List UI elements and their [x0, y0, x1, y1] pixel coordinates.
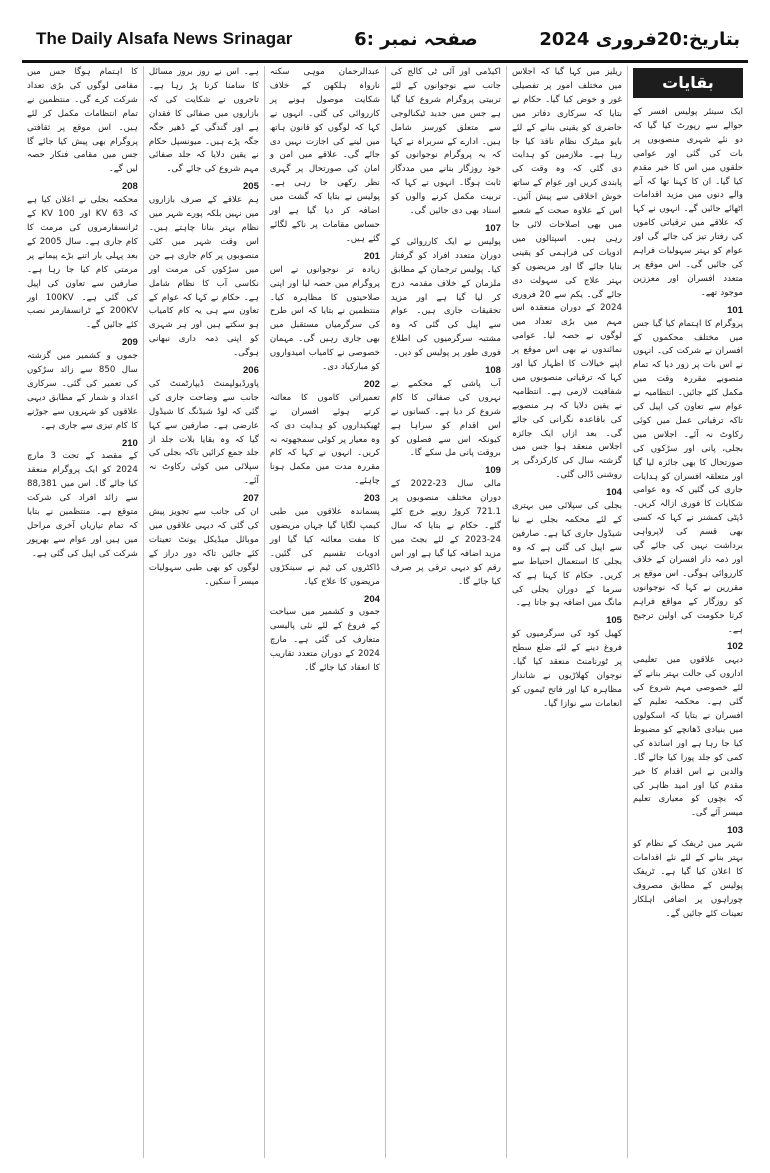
article-text: پاورڈیولپمنٹ ڈیپارٹمنٹ کی جانب سے وضاحت جاری کی گئی کہ لوڈ شیڈنگ کا شیڈول عارضی ہے۔ صارفین سے کہا گیا کہ وہ بقایا بلات جلد از جلد جمع کرائیں تاکہ بجلی کی سپلائی میں کوئی رکاوٹ نہ آئے۔ — [148, 378, 259, 487]
article-number: 102 — [727, 641, 743, 653]
article-number: 203 — [364, 493, 380, 505]
article-text: پولیس نے ایک کارروائی کے دوران متعدد افراد کو گرفتار کیا۔ پولیس ترجمان کے مطابق ملزمان کے خلاف مقدمہ درج کر لیا گیا ہے اور مزید تحقیقات جاری ہیں۔ عوام سے اپیل کی گئی کہ وہ مشتبہ سرگرمیوں کی اطلاع فوری طور پر پولیس کو دیں۔ — [390, 236, 501, 359]
paper-name: The Daily Alsafa News Srinagar — [36, 29, 293, 48]
article-text: مالی سال 23-2022 کے دوران مختلف منصوبوں پر 721.1 کروڑ روپے خرچ کئے گئے۔ حکام نے بتایا کہ سال 24-2023 کے لئے بجٹ میں مزید اضافہ کیا گیا ہے اور اس رقم کو دیہی ترقی پر صرف کیا جائے گا۔ — [390, 479, 501, 587]
article-number: 204 — [364, 593, 380, 605]
article-text: کا اہتمام ہوگا جس میں مقامی لوگوں کی بڑی تعداد شرکت کرے گی۔ منتظمین نے تمام انتظامات مکمل کر لئے ہیں۔ اس موقع پر ثقافتی پروگرام بھی پیش کیا جائے گا جس میں مقامی فنکار حصہ لیں گے۔ — [27, 67, 138, 175]
column-body — [270, 66, 380, 676]
article-text: کھیل کود کی سرگرمیوں کو فروغ دینے کے لئے ضلع سطح پر ٹورنامنٹ منعقد کیا گیا۔ نوجوان کھلاڑیوں نے شاندار مظاہرہ کیا اور فاتح ٹیموں کو انعامات سے نوازا گیا۔ — [511, 629, 622, 709]
article-text: ان کی جانب سے تجویز پیش کی گئی کہ دیہی علاقوں میں موبائل میڈیکل یونٹ تعینات کئے جائیں تاکہ دور دراز کے لوگوں کو بھی طبی سہولیات میسر آ سکیں۔ — [148, 507, 259, 587]
column-body — [27, 66, 138, 562]
article-text: بجلی کی سپلائی میں بہتری کے لئے محکمہ بجلی نے نیا شیڈول جاری کیا ہے۔ صارفین سے اپیل کی گئی ہے کہ وہ بجلی کا استعمال احتیاط سے کریں۔ حکام کا کہنا ہے کہ سرما کے دوران بجلی کی مانگ میں اضافہ ہو جاتا ہے۔ — [511, 501, 622, 609]
article-columns — [22, 66, 748, 1158]
article-text: جموں و کشمیر میں گزشتہ سال 850 سے زائد سڑکوں کی تعمیر کی گئی۔ سرکاری اعداد و شمار کے مطابق دیہی علاقوں کو شہروں سے جوڑنے کا کام تیزی سے جاری ہے۔ — [27, 351, 138, 431]
column-body — [512, 66, 622, 712]
article-text: پروگرام کا اہتمام کیا گیا جس میں مختلف محکموں کے افسران نے شرکت کی۔ انہوں نے اس بات پر زور دیا کہ تمام منصوبے مقررہ وقت میں مکمل کئے جائیں۔ انتظامیہ نے عوام سے تعاون کی اپیل کی تاکہ ترقیاتی عمل میں کوئی رکاوٹ نہ آئے۔ اجلاس میں بجلی، پانی اور سڑکوں کی صورتحال کا بھی جائزہ لیا گیا اور متعلقہ افسران کو ہدایات جاری کی گئیں کہ وہ عوامی شکایات کا فوری ازالہ کریں۔ ڈپٹی کمشنر نے کہا کہ کسی بھی قسم کی لاپرواہی برداشت نہیں کی جائے گی اور ذمہ دار افسران کے خلاف کارروائی ہوگی۔ اس موقع پر مقررین نے کہا کہ نوجوانوں کو روزگار کے مواقع فراہم کرنا حکومت کی اولین ترجیح ہے۔ — [632, 318, 743, 635]
article-text: زیادہ تر نوجوانوں نے اس پروگرام میں حصہ لیا اور اپنی صلاحیتوں کا مظاہرہ کیا۔ منتظمین نے بتایا کہ اس طرح کی سرگرمیاں مستقبل میں بھی جاری رہیں گی۔ مہمان خصوصی نے کامیاب امیدواروں کو مبارکباد دی۔ — [269, 264, 380, 373]
page-number: صفحہ نمبر :6 — [354, 28, 478, 50]
article-number: 109 — [485, 465, 501, 477]
article-number: 207 — [243, 493, 259, 505]
column-body — [633, 106, 743, 922]
article-text: جموں و کشمیر میں سیاحت کے فروغ کے لئے نئی پالیسی متعارف کی گئی ہے۔ مارچ 2024 کے دوران متعدد تقاریب کا انعقاد کیا جائے گا۔ — [269, 607, 380, 674]
article-text: آب پاشی کے محکمے نے نہروں کی صفائی کا کام شروع کر دیا ہے۔ کسانوں نے اس اقدام کو سراہا ہے کیونکہ اس سے فصلوں کو بروقت پانی مل سکے گا۔ — [390, 378, 501, 459]
article-text: ہم علاقے کے صرف بازاروں میں نہیں بلکہ پورے شہر میں نظام بہتر بنانا چاہتے ہیں۔ اس وقت شہر میں کئی منصوبوں پر کام جاری ہے جن میں سڑکوں کی مرمت اور نکاسی آب کا نظام شامل ہے۔ حکام نے کہا کہ عوام کے تعاون سے ہی یہ کام کامیاب ہو سکتے ہیں اور ہر شہری کو اپنی ذمہ داری نبھانی ہوگی۔ — [148, 195, 259, 359]
article-text: ہے۔ اس نے روز بروز مسائل کا سامنا کرنا پڑ رہا ہے۔ تاجروں نے شکایت کی کہ بازاروں میں صفائی کا فقدان ہے اور گندگی کے ڈھیر جگہ جگہ پڑے ہیں۔ میونسپل حکام نے یقین دلایا کہ جلد صفائی مہم شروع کی جائے گی۔ — [148, 67, 259, 175]
article-column — [22, 66, 143, 1158]
article-column — [627, 66, 748, 1158]
article-number: 107 — [485, 222, 501, 234]
article-column — [385, 66, 506, 1158]
section-banner: بقایات — [633, 68, 743, 98]
article-text: عبدالرحمان موہی سکنہ نارواہ ہلکھن کے خلاف شکایت موصول ہونے پر کارروائی کی گئی۔ انہوں نے کہا کہ لوگوں کو قانون ہاتھ میں لینے کی اجازت نہیں دی جائے گی۔ علاقے میں امن و امان کی صورتحال پر گہری نظر رکھی جا رہی ہے۔ پولیس نے بتایا کہ گشت میں اضافہ کر دیا گیا ہے اور حساس مقامات پر ناکے لگائے گئے ہیں۔ — [269, 67, 380, 244]
article-column — [506, 66, 627, 1158]
article-number: 108 — [485, 365, 501, 377]
article-text: محکمہ بجلی نے اعلان کیا ہے کہ 63 KV اور 100 KV کے ٹرانسفارمروں کی مرمت کا کام جاری ہے۔ سال 2005 کے بعد پہلی بار اتنے بڑے پیمانے پر مرمتی کام کیا جا رہا ہے۔ صارفین سے تعاون کی اپیل کی گئی ہے۔ 100KV اور 200KV کے ٹرانسفارمر نصب کئے جائیں گے۔ — [27, 195, 138, 331]
column-body — [391, 66, 501, 590]
article-text: شہر میں ٹریفک کے نظام کو بہتر بنانے کے لئے نئے اقدامات کا اعلان کیا گیا ہے۔ ٹریفک پولیس کے مطابق مصروف چوراہوں پر اضافی اہلکار تعینات کئے جائیں گے۔ — [632, 839, 743, 919]
article-text: تعمیراتی کاموں کا معائنہ کرتے ہوئے افسران نے ٹھیکیداروں کو ہدایت دی کہ وہ معیار پر کوئی سمجھوتہ نہ کریں۔ انہوں نے کہا کہ کام مقررہ مدت میں مکمل ہونا چاہئے۔ — [269, 392, 380, 487]
article-number: 105 — [606, 615, 622, 627]
article-number: 104 — [606, 487, 622, 499]
masthead — [22, 18, 748, 63]
article-number: 201 — [364, 250, 380, 262]
article-text: پسماندہ علاقوں میں طبی کیمپ لگایا گیا جہاں مریضوں کا مفت معائنہ کیا گیا اور ادویات تقسیم کی گئیں۔ ڈاکٹروں کی ٹیم نے سینکڑوں مریضوں کا علاج کیا۔ — [269, 507, 380, 587]
article-number: 103 — [727, 825, 743, 837]
article-number: 202 — [364, 378, 380, 390]
article-number: 208 — [121, 181, 138, 193]
column-body — [149, 66, 259, 590]
article-number: 210 — [121, 437, 138, 449]
article-text: ایک سینئر پولیس افسر کے حوالے سے رپورٹ کیا گیا کہ دو نئے شہری منصوبوں پر بات کی گئی اور عوامی حلقوں میں اس کا خیر مقدم کیا گیا۔ ان کا کہنا تھا کہ آنے والے دنوں میں مزید اقدامات اٹھائے جائیں گے۔ انہوں نے کہا کہ علاقے میں ترقیاتی کاموں کی رفتار تیز کی جائے گی اور عوام کو بہتر سہولیات فراہم کی جائیں گی۔ اس موقع پر متعدد افسران اور معززین موجود تھے۔ — [632, 107, 743, 298]
article-column — [264, 66, 385, 1158]
article-text: دیہی علاقوں میں تعلیمی اداروں کی حالت بہتر بنانے کے لئے خصوصی مہم شروع کی گئی ہے۔ محکمہ تعلیم کے افسران نے بتایا کہ اسکولوں میں بنیادی ڈھانچے کو مضبوط کیا جا رہا ہے اور اساتذہ کی کمی کو جلد پورا کیا جائے گا۔ والدین نے اس اقدام کا خیر مقدم کیا اور امید ظاہر کی کہ بچوں کو معیاری تعلیم میسر آئے گی۔ — [632, 655, 743, 819]
article-text: اکیڈمی اور آئی ٹی کالج کی جانب سے نوجوانوں کے لئے تربیتی پروگرام شروع کیا گیا ہے جس میں جدید ٹیکنالوجی سے متعلق کورسز شامل ہیں۔ ادارے کے سربراہ نے کہا کہ یہ پروگرام نوجوانوں کو خود روزگار بنانے میں مددگار ثابت ہوگا۔ انہوں نے کہا کہ تربیت مکمل کرنے والوں کو اسناد بھی دی جائیں گی۔ — [390, 67, 501, 217]
newspaper-page — [22, 18, 748, 1158]
article-text: ریلیز میں کہا گیا کہ اجلاس میں مختلف امور پر تفصیلی غور و خوض کیا گیا۔ حکام نے بتایا کہ سرکاری دفاتر میں حاضری کو یقینی بنانے کے لئے بایو میٹرک نظام نافذ کیا جا رہا ہے۔ ملازمین کو ہدایت دی گئی کہ وہ وقت کی پابندی کریں اور عوام کے ساتھ خوش اخلاقی سے پیش آئیں۔ اس کے علاوہ صحت کے شعبے میں بھی اصلاحات لائی جا رہی ہیں۔ اسپتالوں میں ادویات کی فراہمی کو یقینی بنایا جائے گا اور مریضوں کو بہتر علاج کی سہولت دی جائے گی۔ یکم سے 20 فروری 2024 کے دوران منعقدہ اس مہم میں بڑی تعداد میں لوگوں نے حصہ لیا۔ عوامی نمائندوں نے بھی اس موقع پر اپنے خیالات کا اظہار کیا اور کہا کہ ترقیاتی منصوبوں میں شفافیت لازمی ہے۔ انتظامیہ نے یقین دلایا کہ ہر منصوبے کی باقاعدہ نگرانی کی جائے گی۔ بعد ازاں ایک جائزہ اجلاس منعقد ہوا جس میں گزشتہ سال کی کارکردگی پر روشنی ڈالی گئی۔ — [511, 67, 622, 481]
article-number: 209 — [121, 337, 138, 349]
issue-date: بتاریخ:20فروری 2024 — [539, 28, 740, 50]
article-number: 206 — [243, 365, 259, 377]
article-column — [143, 66, 264, 1158]
article-text: کے مقصد کے تحت 3 مارچ 2024 کو ایک پروگرام منعقد کیا جائے گا۔ اس میں 88,381 سے زائد افراد کی شرکت متوقع ہے۔ منتظمین نے بتایا کہ تمام تیاریاں آخری مراحل میں ہیں اور عوام سے بھرپور شرکت کی اپیل کی گئی ہے۔ — [27, 451, 138, 559]
article-number: 101 — [727, 304, 743, 316]
article-number: 205 — [243, 181, 259, 193]
